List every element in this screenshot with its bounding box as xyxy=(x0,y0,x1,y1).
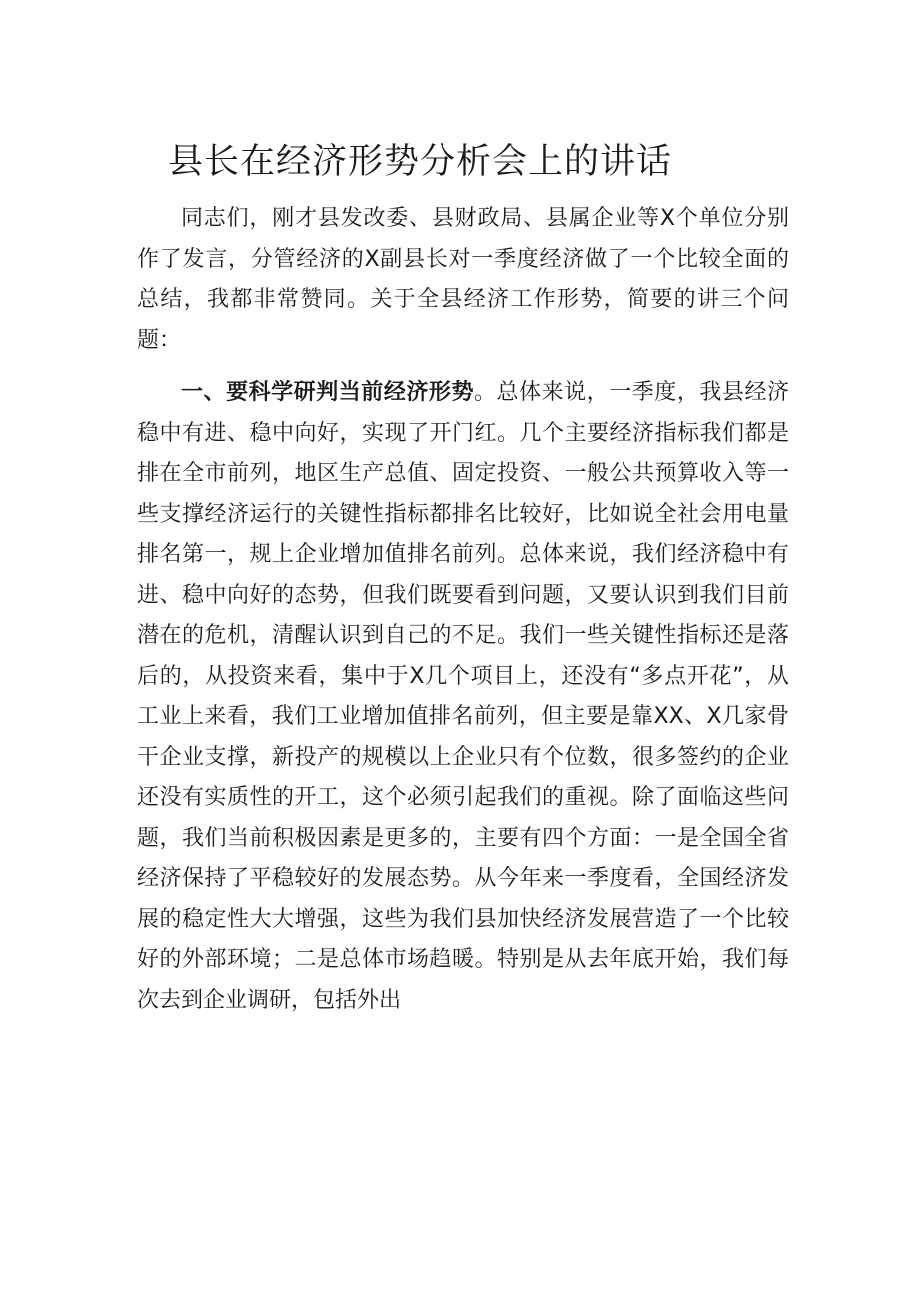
section-1-heading: 一、要科学研判当前经济形势 xyxy=(181,380,474,405)
paragraph-section-1 xyxy=(137,373,789,1021)
paragraph-intro-text: 同志们，刚才县发改委、县财政局、县属企业等X个单位分别作了发言，分管经济的X副县长对一季度经济做了一个比较全面的总结，我都非常赞同。关于全县经济工作形势，简要的讲三个问题： xyxy=(137,206,789,353)
paragraph-intro xyxy=(137,199,789,361)
document-body xyxy=(137,199,789,1021)
document-title: 县长在经济形势分析会上的讲话 xyxy=(168,142,673,182)
section-1-text: 。总体来说，一季度，我县经济稳中有进、稳中向好，实现了开门红。几个主要经济指标我们都是排在全市前列，地区生产总值、固定投资、一般公共预算收入等一些支撑经济运行的关键性指标都排名比较好，比如说全社会用电量排名第一，规上企业增加值排名前列。总体来说，我们经济稳中有进、稳中向好的态势，但我们既要看到问题，又要认识到我们目前潜在的危机，清醒认识到自己的不足。我们一些关键性指标还是落后的，从投资来看，集中于X几个项目上，还没有“多点开花”，从工业上来看，我们工业增加值排名前列，但主要是靠XX、X几家骨干企业支撑，新投产的规模以上企业只有个位数，很多签约的企业还没有实质性的开工，这个必须引起我们的重视。除了面临这些问题，我们当前积极因素是更多的，主要有四个方面：一是全国全省经济保持了平稳较好的发展态势。从今年来一季度看，全国经济发展的稳定性大大增强，这些为我们县加快经济发展营造了一个比较好的外部环境；二是总体市场趋暖。特别是从去年底开始，我们每次去到企业调研，包括外出 xyxy=(137,380,789,1013)
